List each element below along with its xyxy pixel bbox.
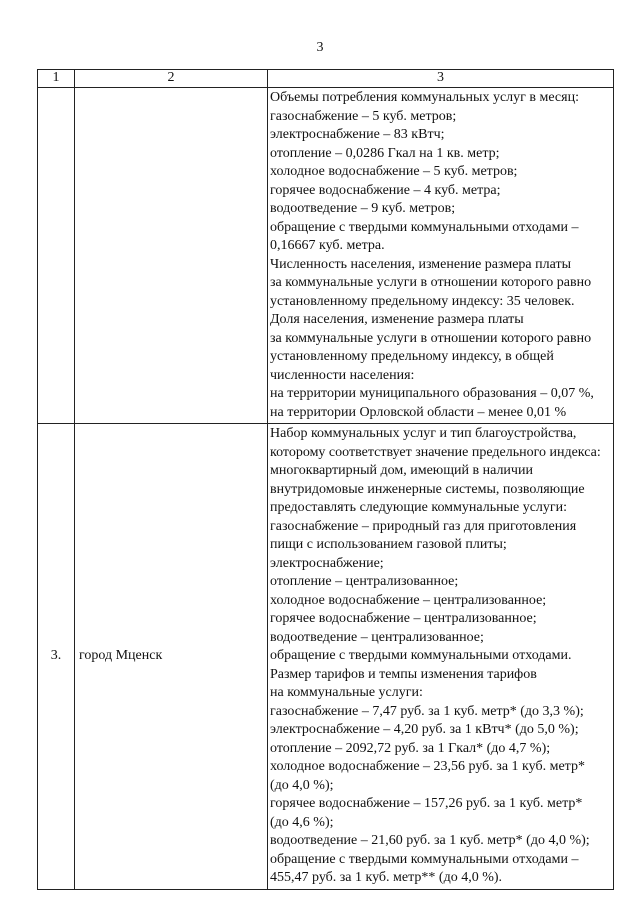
text-line: многоквартирный дом, имеющий в наличии [270, 463, 533, 478]
table-row [38, 88, 614, 424]
text-line: на территории Орловской области – менее 0,01 % [270, 404, 567, 420]
text-line: Набор коммунальных услуг и тип благоустройства, [270, 426, 577, 441]
text-line: отопление – 2092,72 руб. за 1 Гкал* (до 4,7 %); [270, 740, 551, 756]
text-line: на коммунальные услуги: [270, 685, 423, 700]
text-line: пищи с использованием газовой плиты; [270, 537, 507, 552]
text-line: обращение с твердыми коммунальными отходами – [270, 851, 579, 867]
text-line: предоставлять следующие коммунальные услуги: [270, 500, 568, 515]
details-cell [268, 424, 614, 890]
text-line: Объемы потребления коммунальных услуг в месяц: [270, 90, 579, 105]
text-line: горячее водоснабжение – 157,26 руб. за 1 куб. метр* [270, 796, 583, 811]
text-line: Размер тарифов и темпы изменения тарифов [270, 666, 537, 682]
text-line: внутридомовые инженерные системы, позволяющие [270, 481, 585, 497]
text-line: 0,16667 куб. метра. [270, 238, 385, 253]
row-number-cell: 3. [38, 424, 75, 890]
text-line: газоснабжение – природный газ для приготовления [270, 518, 577, 534]
header-col-1: 1 [38, 70, 75, 88]
text-line: Доля населения, изменение размера платы [270, 312, 524, 327]
table-row [38, 424, 614, 890]
details-text [268, 88, 613, 423]
text-line: численности населения: [270, 367, 415, 383]
text-line: горячее водоснабжение – 4 куб. метра; [270, 182, 501, 198]
text-line: газоснабжение – 5 куб. метров; [270, 108, 457, 124]
text-line: на территории муниципального образования – 0,07 %, [270, 386, 594, 401]
table-header-row [38, 70, 614, 88]
text-line: 455,47 руб. за 1 куб. метр** (до 4,0 %). [270, 870, 503, 885]
municipality-cell: город Мценск [75, 424, 268, 890]
header-col-2: 2 [75, 70, 268, 88]
text-line: холодное водоснабжение – 23,56 руб. за 1 куб. метр* [270, 759, 585, 774]
text-line: Численность населения, изменение размера платы [270, 256, 571, 272]
text-line: электроснабжение – 4,20 руб. за 1 кВтч* (до 5,0 %); [270, 722, 579, 737]
text-line: электроснабжение – 83 кВтч; [270, 127, 445, 142]
details-text [268, 424, 613, 889]
header-col-3: 3 [268, 70, 614, 88]
text-line: за коммунальные услуги в отношении которого равно [270, 330, 592, 346]
text-line: водоотведение – 21,60 руб. за 1 куб. метр* (до 4,0 %); [270, 833, 590, 848]
tariff-table [37, 69, 614, 890]
text-line: водоотведение – 9 куб. метров; [270, 201, 456, 216]
municipality-cell [75, 88, 268, 424]
text-line: газоснабжение – 7,47 руб. за 1 куб. метр* (до 3,3 %); [270, 703, 584, 719]
text-line: (до 4,6 %); [270, 814, 334, 830]
row-number-cell [38, 88, 75, 424]
text-line: электроснабжение; [270, 555, 384, 571]
text-line: водоотведение – централизованное; [270, 629, 484, 645]
text-line: обращение с твердыми коммунальными отходами – [270, 219, 579, 235]
details-cell [268, 88, 614, 424]
text-line: обращение с твердыми коммунальными отходами. [270, 648, 572, 663]
page-number: 3 [316, 40, 324, 55]
text-line: холодное водоснабжение – централизованное; [270, 592, 547, 608]
text-line: за коммунальные услуги в отношении которого равно [270, 275, 592, 290]
text-line: горячее водоснабжение – централизованное; [270, 611, 537, 626]
text-line: отопление – централизованное; [270, 574, 459, 589]
text-line: установленному предельному индексу, в общей [270, 349, 554, 364]
text-line: отопление – 0,0286 Гкал на 1 кв. метр; [270, 145, 500, 161]
text-line: холодное водоснабжение – 5 куб. метров; [270, 164, 518, 179]
text-line: которому соответствует значение предельного индекса: [270, 444, 601, 460]
text-line: установленному предельному индексу: 35 человек. [270, 293, 575, 309]
text-line: (до 4,0 %); [270, 777, 334, 793]
